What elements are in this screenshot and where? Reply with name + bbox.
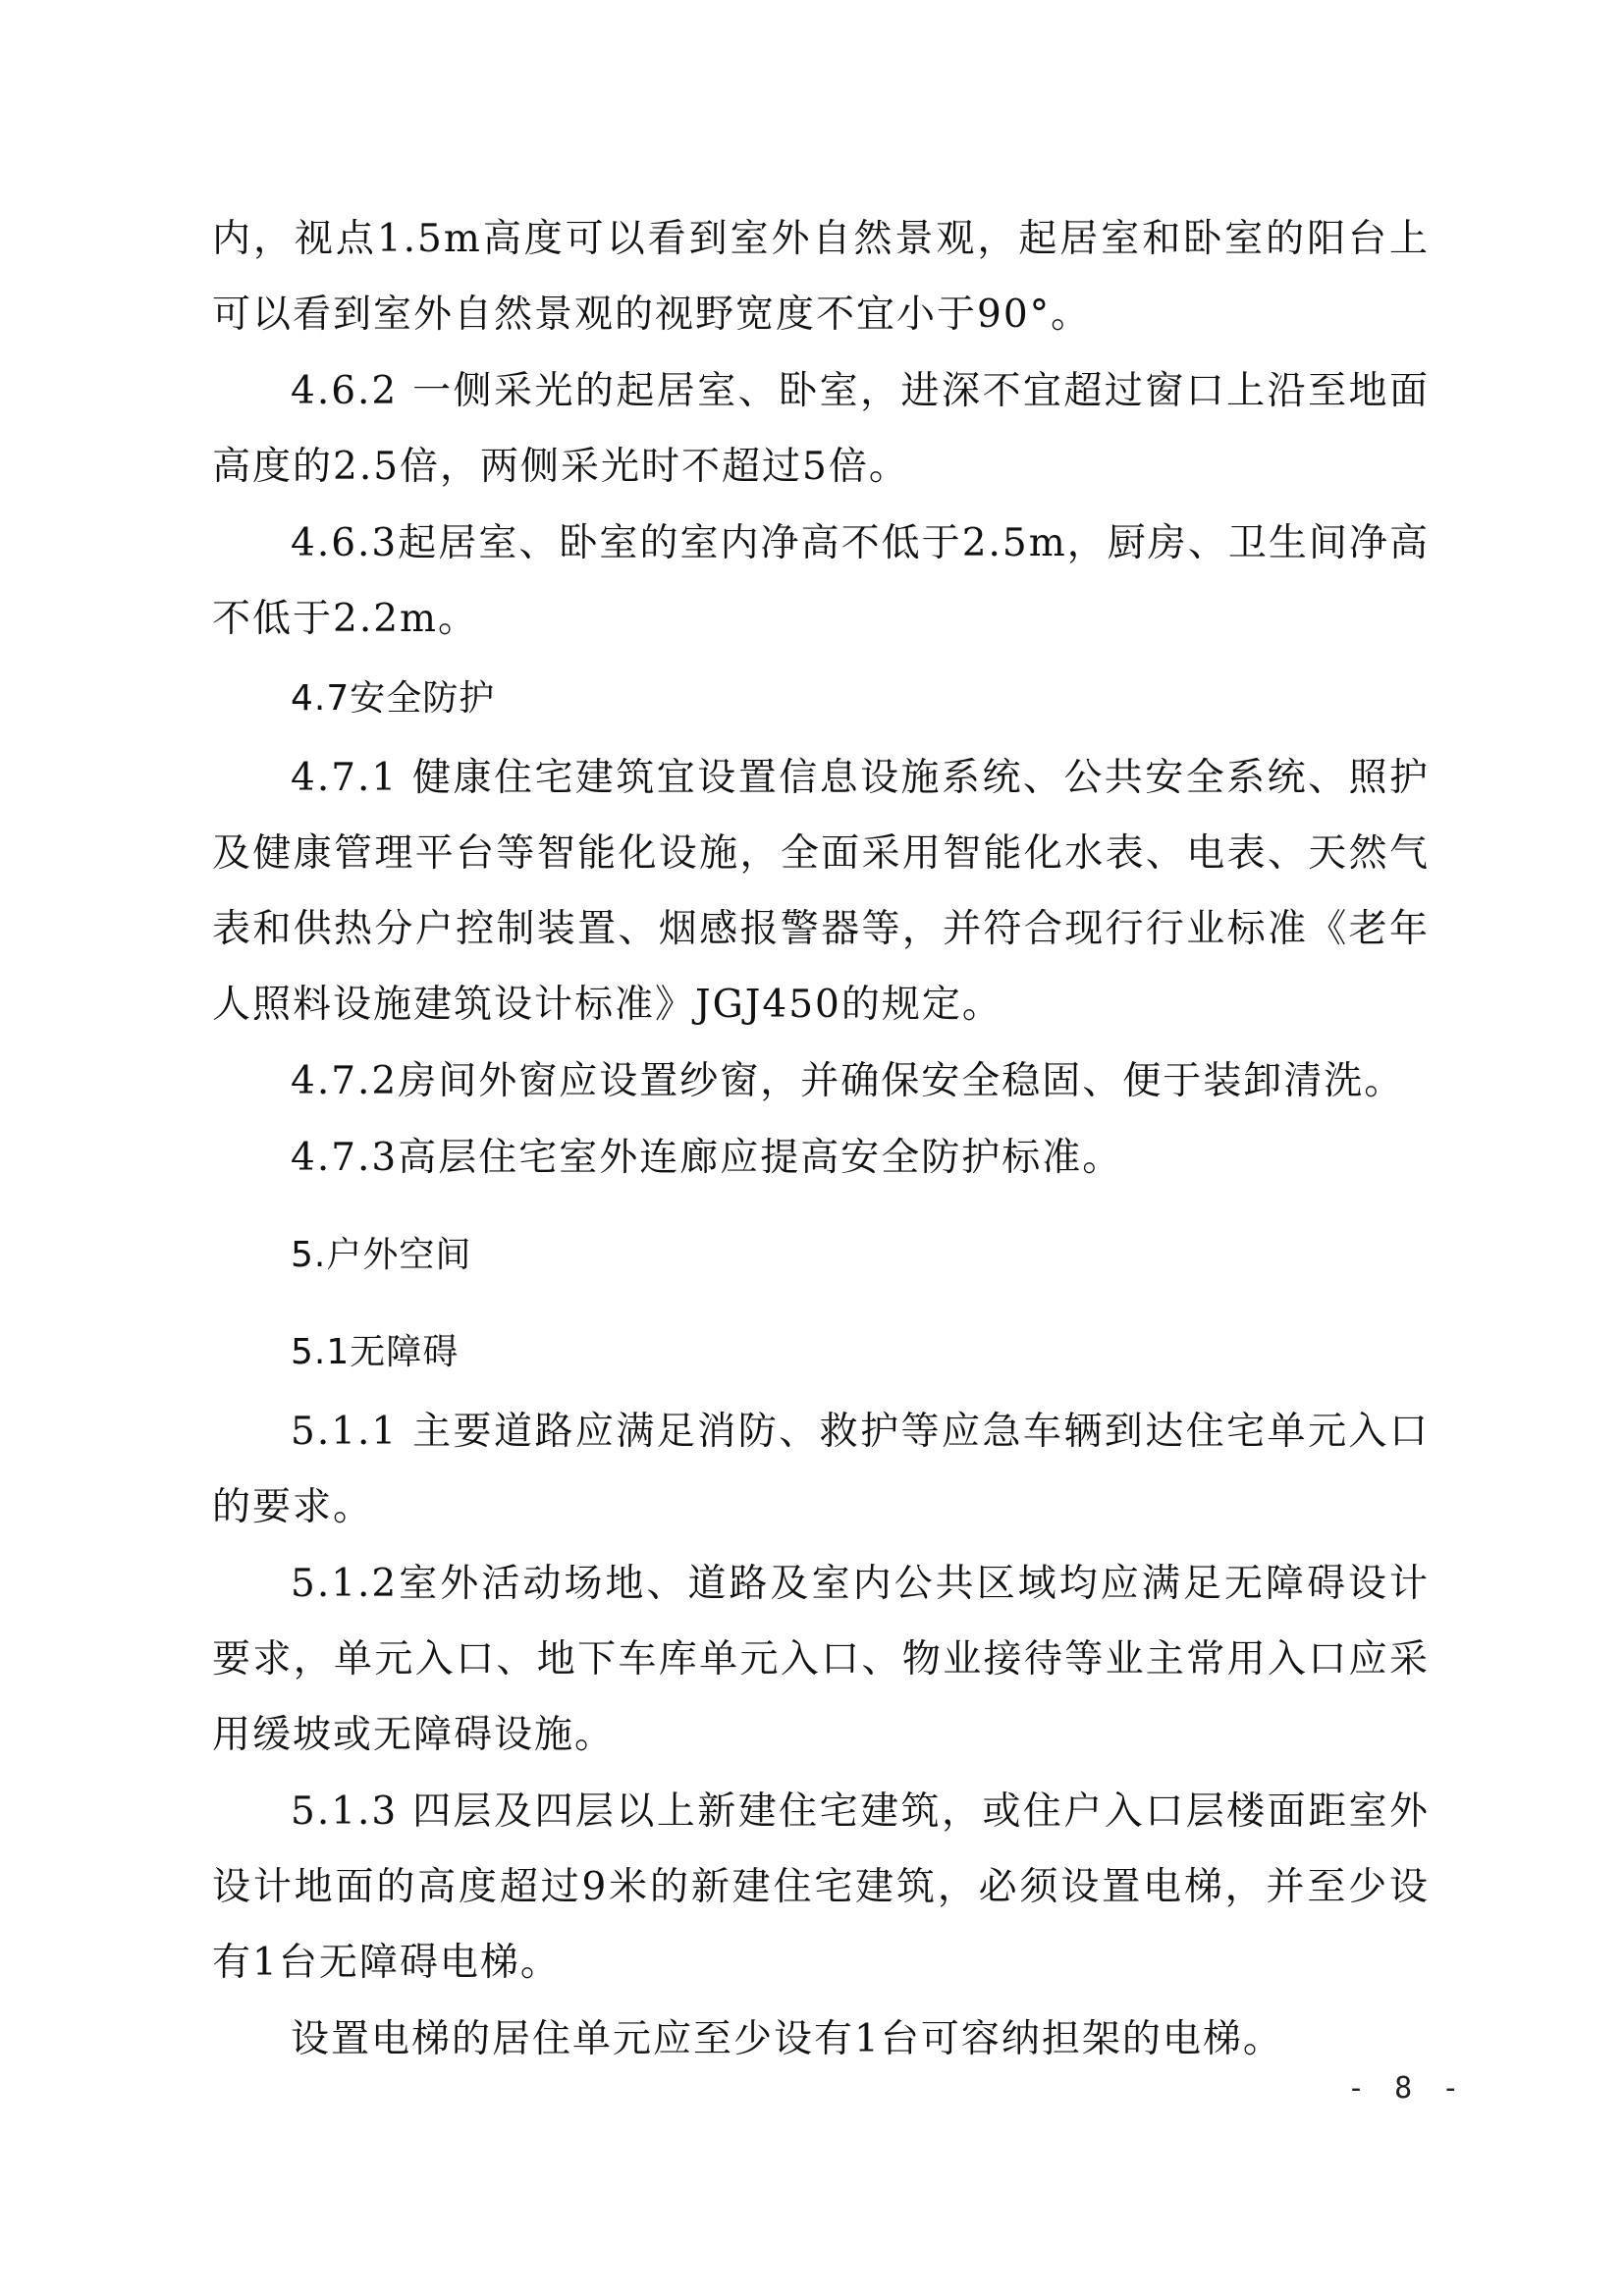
paragraph-viewpoint-continuation: 内，视点1.5m高度可以看到室外自然景观，起居室和卧室的阳台上可以看到室外自然景观的视野宽度不宜小于90°。 <box>212 217 1430 337</box>
page-number: - 8 - <box>1347 2071 1466 2106</box>
paragraph-4-7-3: 4.7.3高层住宅室外连廊应提高安全防护标准。 <box>291 1136 1123 1180</box>
paragraph-5-1-3: 5.1.3 四层及四层以上新建住宅建筑，或住户入口层楼面距室外设计地面的高度超过9米的新建住宅建筑，必须设置电梯，并至少设有1台无障碍电梯。 <box>212 1789 1430 1985</box>
paragraph-4-6-2: 4.6.2 一侧采光的起居室、卧室，进深不宜超过窗口上沿至地面高度的2.5倍，两侧采光时不超过5倍。 <box>212 369 1430 489</box>
document-body <box>212 201 1430 2077</box>
paragraph-4-7-1: 4.7.1 健康住宅建筑宜设置信息设施系统、公共安全系统、照护及健康管理平台等智能化设施，全面采用智能化水表、电表、天然气表和供热分户控制装置、烟感报警器等，并符合现行行业标准《老年人照料设施建筑设计标准》JGJ450的规定。 <box>212 756 1430 1027</box>
paragraph-elevator-stretcher: 设置电梯的居住单元应至少设有1台可容纳担架的电梯。 <box>291 2017 1283 2061</box>
section-heading-4-7: 4.7安全防护 <box>291 678 496 719</box>
paragraph-4-6-3: 4.6.3起居室、卧室的室内净高不低于2.5m，厨房、卫生间净高不低于2.2m。 <box>212 521 1430 641</box>
paragraph-4-7-2: 4.7.2房间外窗应设置纱窗，并确保安全稳固、便于装卸清洗。 <box>291 1059 1405 1103</box>
section-heading-5-1: 5.1无障碍 <box>291 1332 460 1372</box>
paragraph-5-1-1: 5.1.1 主要道路应满足消防、救护等应急车辆到达住宅单元入口的要求。 <box>212 1410 1430 1529</box>
chapter-heading-5: 5.户外空间 <box>291 1235 472 1275</box>
paragraph-5-1-2: 5.1.2室外活动场地、道路及室内公共区域均应满足无障碍设计要求，单元入口、地下车库单元入口、物业接待等业主常用入口应采用缓坡或无障碍设施。 <box>212 1562 1430 1757</box>
